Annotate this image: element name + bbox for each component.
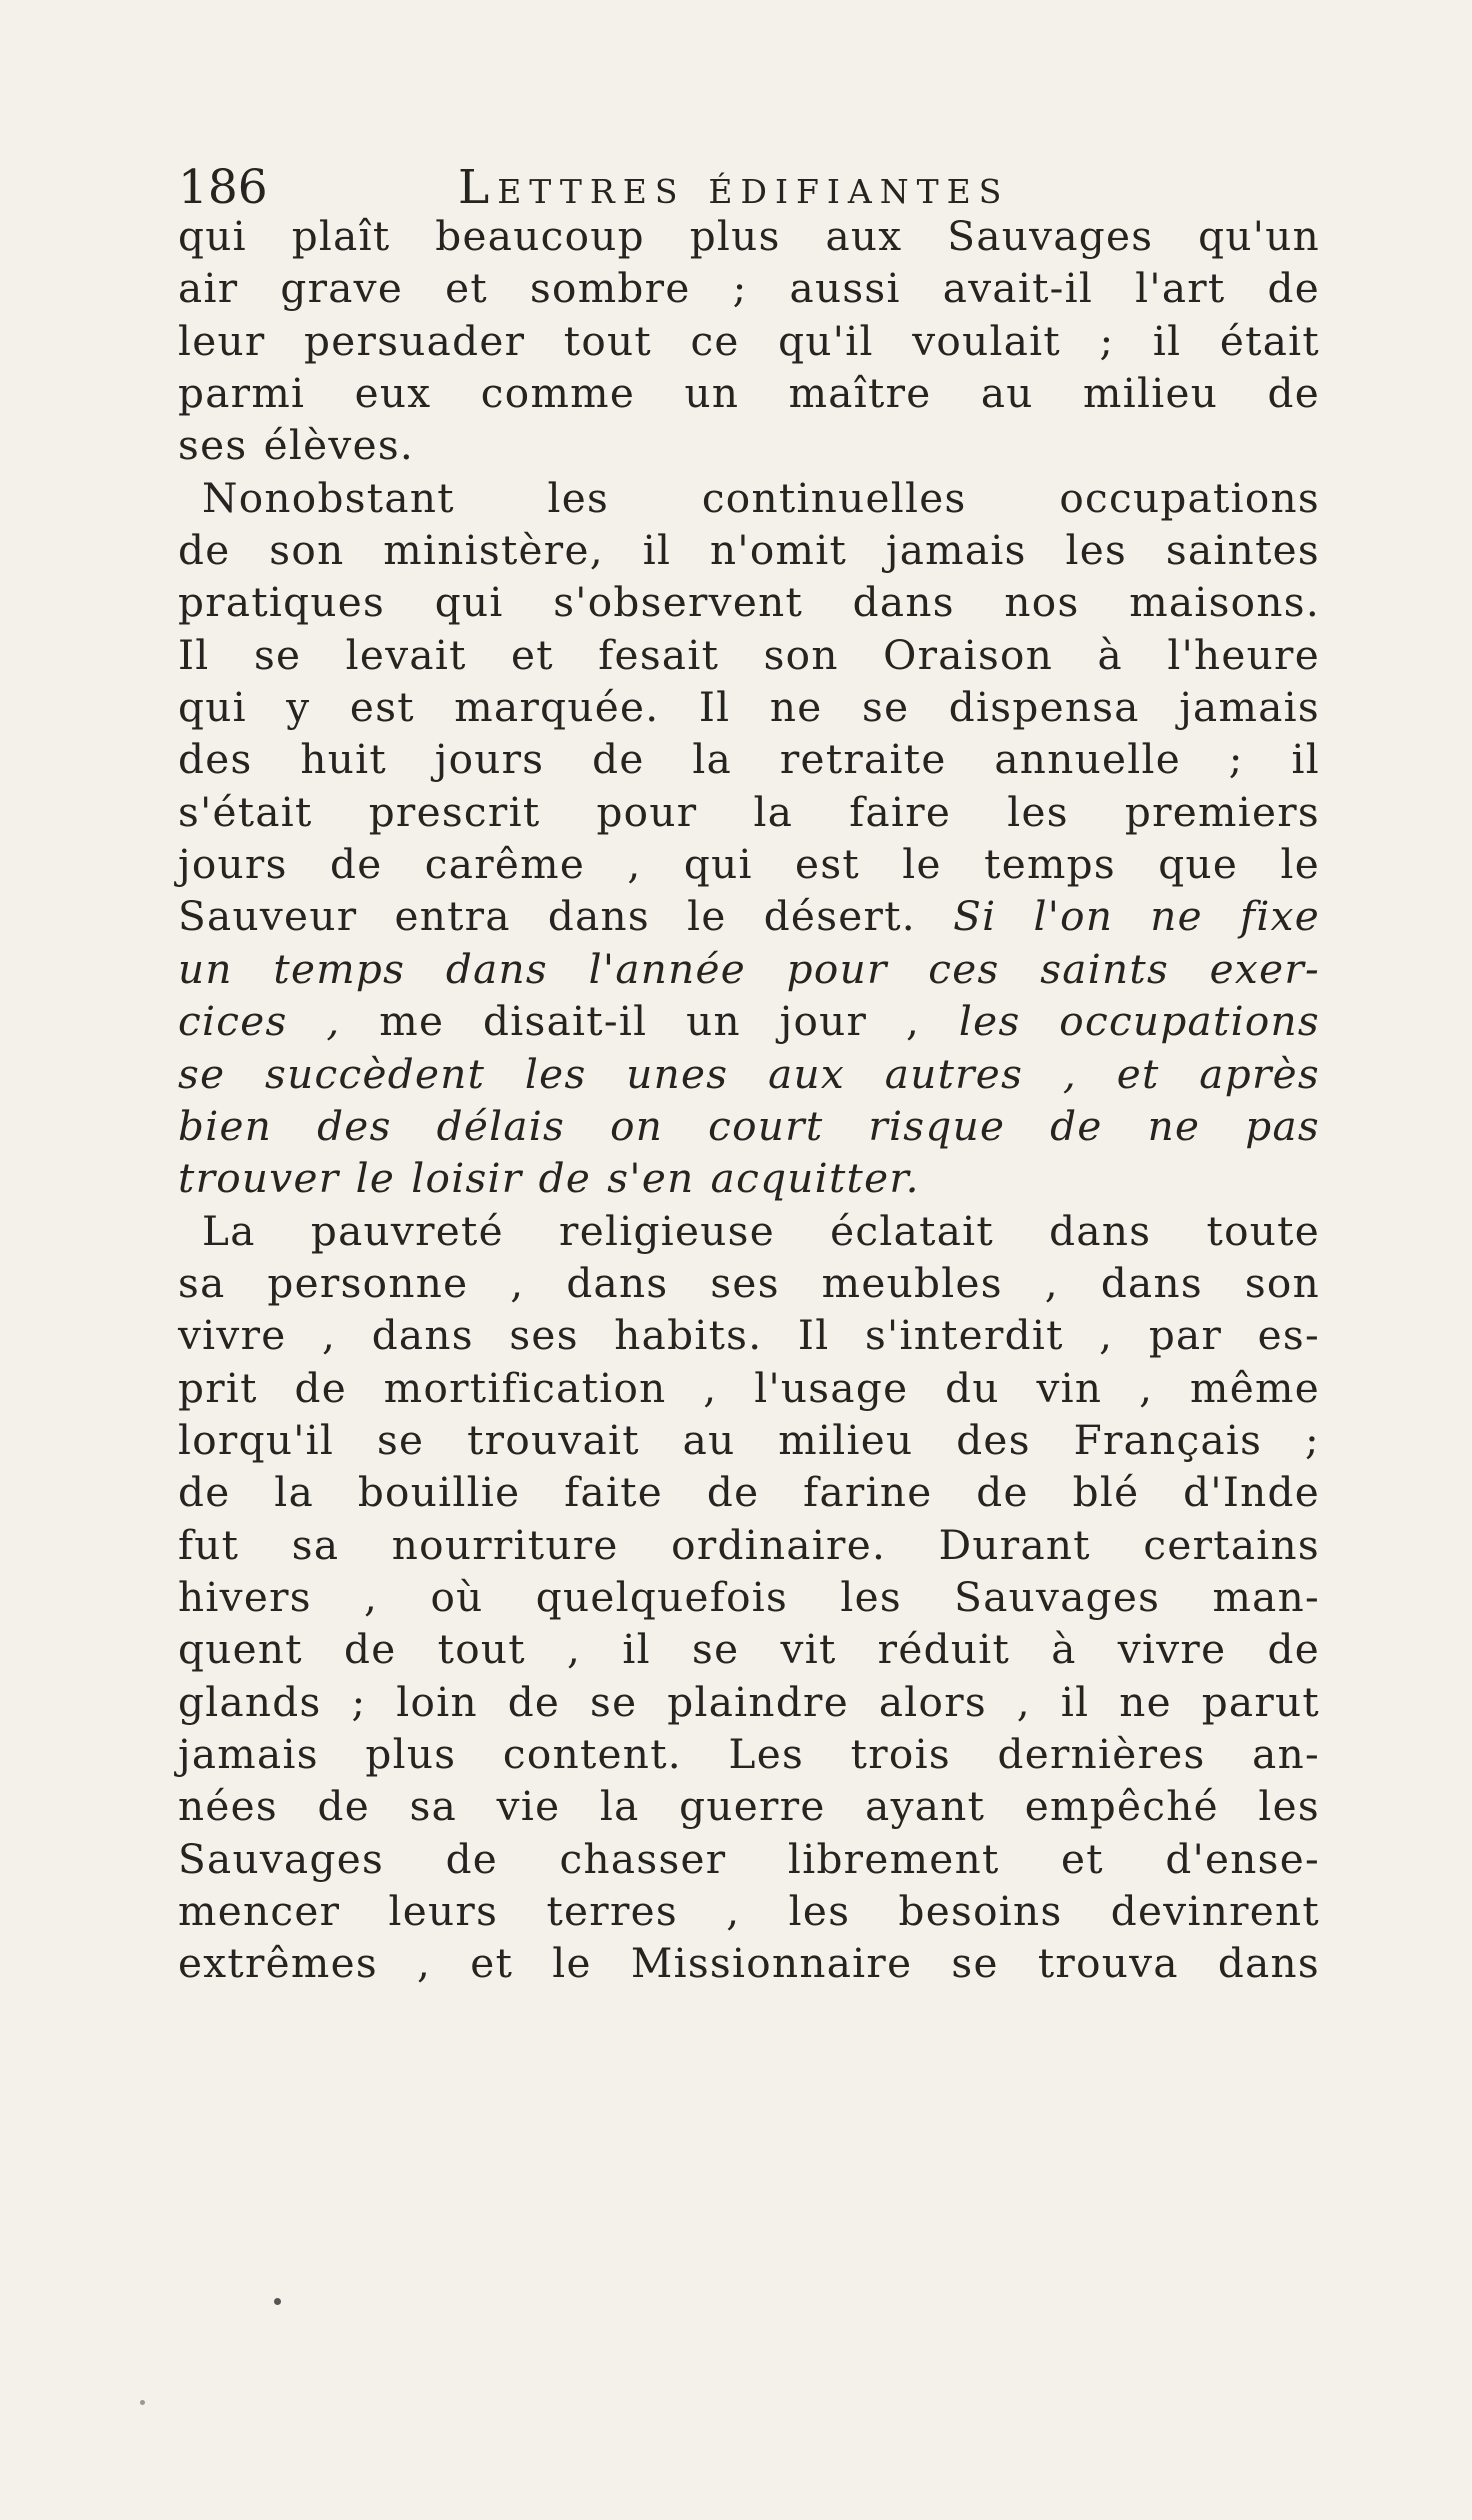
page-number: 186 [178, 160, 268, 215]
text-line [178, 890, 1320, 942]
text-italic: les occupations [958, 997, 1320, 1046]
text-line: Nonobstant les continuelles occupations [202, 473, 1320, 522]
text-italic: Si l'on ne fixe [953, 892, 1320, 941]
text-line: qui plaît beaucoup plus aux Sauvages qu'un [178, 212, 1320, 260]
text-line: extrêmes , et le Missionnaire se trouva dans [178, 1939, 1320, 1988]
text-line: ses élèves. [178, 421, 415, 470]
page-body [178, 210, 1320, 1990]
text-line: lorqu'il se trouvait au milieu des Français ; [178, 1415, 1320, 1464]
text-line: vivre , dans ses habits. Il s'interdit , par es- [178, 1311, 1320, 1360]
text-italic: cices , [178, 997, 341, 1046]
text-line: qui y est marquée. Il ne se dispensa jamais [178, 683, 1320, 732]
text-line: fut sa nourriture ordinaire. Durant certains [178, 1520, 1320, 1569]
print-speck [274, 2298, 281, 2305]
text-line: parmi eux comme un maître au milieu de [178, 369, 1320, 418]
text-line: nées de sa vie la guerre ayant empêché les [178, 1782, 1320, 1831]
text-line: des huit jours de la retraite annuelle ; il [178, 735, 1320, 784]
print-speck [140, 2400, 145, 2405]
text-line: La pauvreté religieuse éclatait dans toute [202, 1206, 1320, 1255]
text-line: air grave et sombre ; aussi avait-il l'art de [178, 264, 1320, 313]
text-line: prit de mortification , l'usage du vin , même [178, 1363, 1320, 1412]
text-line: mencer leurs terres , les besoins devinrent [178, 1887, 1320, 1935]
text-line: pratiques qui s'observent dans nos maisons. [178, 578, 1320, 627]
text-line-italic: un temps dans l'année pour ces saints exer- [178, 944, 1320, 993]
text-line: glands ; loin de se plaindre alors , il ne parut [178, 1677, 1320, 1726]
running-head [178, 158, 1318, 218]
text-line: sa personne , dans ses meubles , dans son [178, 1258, 1320, 1307]
text-roman: me disait-il un jour , [379, 997, 921, 1046]
text-line: hivers , où quelquefois les Sauvages man- [178, 1572, 1320, 1621]
text-line: de la bouillie faite de farine de blé d'Inde [178, 1468, 1320, 1517]
text-line [178, 995, 1320, 1047]
text-line: leur persuader tout ce qu'il voulait ; il était [178, 316, 1320, 365]
text-line: jours de carême , qui est le temps que le [178, 840, 1320, 889]
text-line-italic: trouver le loisir de s'en acquitter. [178, 1154, 920, 1203]
text-line: de son ministère, il n'omit jamais les saintes [178, 526, 1320, 575]
text-line-italic: se succèdent les unes aux autres , et après [178, 1049, 1320, 1098]
text-line: quent de tout , il se vit réduit à vivre de [178, 1625, 1320, 1674]
running-title: Lettres édifiantes [458, 160, 1010, 215]
text-line: jamais plus content. Les trois dernières an- [178, 1729, 1320, 1778]
text-line: Sauvages de chasser librement et d'ense- [178, 1834, 1320, 1883]
text-line-italic: bien des délais on court risque de ne pas [178, 1101, 1320, 1150]
text-line: s'était prescrit pour la faire les premiers [178, 787, 1320, 836]
text-line: Il se levait et fesait son Oraison à l'heure [178, 630, 1320, 679]
text-roman: Sauveur entra dans le désert. [178, 892, 916, 941]
